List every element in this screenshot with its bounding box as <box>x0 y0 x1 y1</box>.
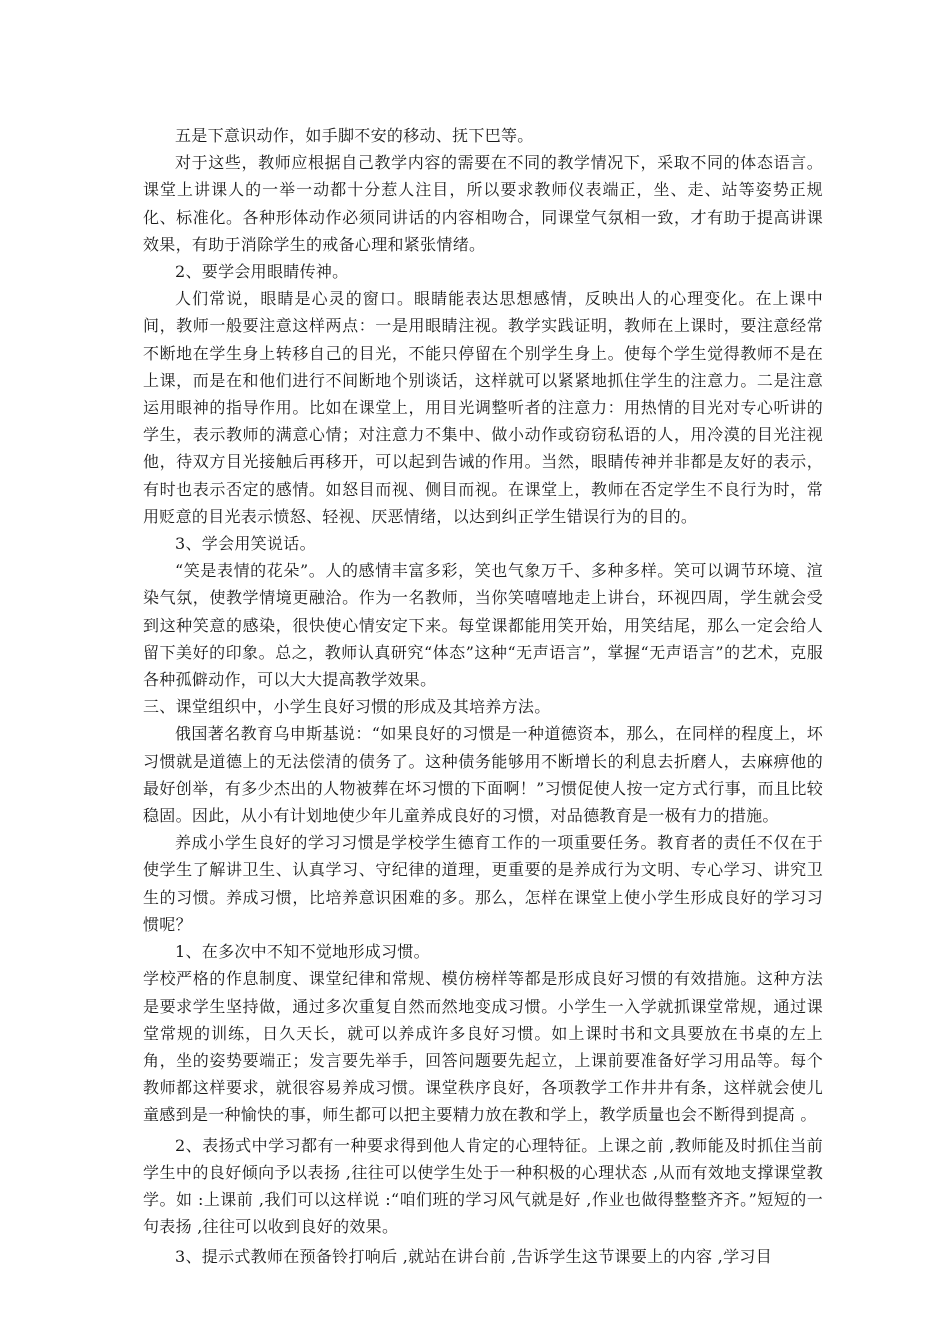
paragraph-body-praise: 2、表扬式中学习都有一种要求得到他人肯定的心理特征。上课之前 ,教师能及时抓住当前学生中的良好倾向予以表扬 ,往往可以使学生处于一种积极的心理状态 ,从而有效地支撑课堂教学。如 :上课前 ,我们可以这样说 :“咱们班的学习风气就是好 ,作业也做得整整齐齐。”短短的一句表扬 ,往往可以收到良好的效果。 <box>143 1135 823 1237</box>
chapter-heading-habits: 三、课堂组织中，小学生良好习惯的形成及其培养方法。 <box>143 697 551 717</box>
paragraph-body-ushinsky: 俄国著名教育乌申斯基说：“如果良好的习惯是一种道德资本，那么，在同样的程度上，坏习惯就是道德上的无法偿清的债务了。这种债务能够用不断增长的利息去折磨人，去麻痹他的最好创举，有多少杰出的人物被葬在坏习惯的下面啊！”习惯促使人按一定方式行事，而且比较稳固。因此，从小有计划地使少年儿童养成良好的习惯，对品德教育是一极有力的措施。 <box>143 724 823 826</box>
section-heading-smile: 3、学会用笑说话。 <box>175 534 316 554</box>
section-heading-eyes: 2、要学会用眼睛传神。 <box>175 262 349 282</box>
paragraph-body-prompt: 3、提示式教师在预备铃打响后 ,就站在讲台前 ,告诉学生这节课要上的内容 ,学习目 <box>175 1247 772 1267</box>
paragraph-body-routine: 学校严格的作息制度、课堂纪律和常规、模仿榜样等都是形成良好习惯的有效措施。这种方法是要求学生坚持做，通过多次重复自然而然地变成习惯。小学生一入学就抓课堂常规，通过课堂常规的训练，日久天长，就可以养成许多良好习惯。如上课时书和文具要放在书桌的左上角，坐的姿势要端正；发言要先举手，回答问题要先起立，上课前要准备好学习用品等。每个教师都这样要求，就很容易养成习惯。课堂秩序良好，各项教学工作井井有条，这样就会使儿童感到是一种愉快的事，师生都可以把主要精力放在教和学上，教学质量也会不断得到提高 。 <box>143 969 823 1125</box>
section-heading-repetition: 1、在多次中不知不觉地形成习惯。 <box>175 942 430 962</box>
paragraph-item5-subconscious: 五是下意识动作，如手脚不安的移动、抚下巴等。 <box>175 126 534 145</box>
paragraph-body-eyes: 人们常说，眼睛是心灵的窗口。眼睛能表达思想感情，反映出人的心理变化。在上课中间，教师一般要注意这样两点：一是用眼睛注视。教学实践证明，教师在上课时，要注意经常不断地在学生身上转移自己的目光，不能只停留在个别学生身上。使每个学生觉得教师不是在上课，而是在和他们进行不间断地个别谈话，这样就可以紧紧地抓住学生的注意力。二是注意运用眼神的指导作用。比如在课堂上，用目光调整听者的注意力：用热情的目光对专心听讲的学生，表示教师的满意心情；对注意力不集中、做小动作或窃窃私语的人，用冷漠的目光注视他，待双方目光接触后再移开，可以起到告诫的作用。当然，眼睛传神并非都是友好的表示，有时也表示否定的感情。如怒目而视、侧目而视。在课堂上，教师在否定学生不良行为时，常用贬意的目光表示愤怒、轻视、厌恶情绪，以达到纠正学生错误行为的目的。 <box>143 289 823 526</box>
paragraph-body-posture: 对于这些，教师应根据自己教学内容的需要在不同的教学情况下，采取不同的体态语言。课堂上讲课人的一举一动都十分惹人注目，所以要求教师仪表端正，坐、走、站等姿势正规化、标准化。各种形体动作必须同讲话的内容相吻合，同课堂气氛相一致，才有助于提高讲课效果，有助于消除学生的戒备心理和紧张情绪。 <box>143 153 823 254</box>
paragraph-body-smile: “笑是表情的花朵”。人的感情丰富多彩，笑也气象万千、多种多样。笑可以调节环境、渲染气氛，使教学情境更融洽。作为一名教师，当你笑嘻嘻地走上讲台，环视四周，学生就会受到这种笑意的感染，很快使心情安定下来。每堂课都能用笑开始，用笑结尾，那么一定会给人留下美好的印象。总之，教师认真研究“体态”这种“无声语言”，掌握“无声语言”的艺术，克服各种孤僻动作，可以大大提高教学效果。 <box>143 561 823 690</box>
paragraph-body-study-habits: 养成小学生良好的学习习惯是学校学生德育工作的一项重要任务。教育者的责任不仅在于使学生了解讲卫生、认真学习、守纪律的道理，更重要的是养成行为文明、专心学习、讲究卫生的习惯。养成习惯，比培养意识困难的多。那么，怎样在课堂上使小学生形成良好的学习习惯呢？ <box>143 833 823 934</box>
document-page <box>143 122 823 1271</box>
